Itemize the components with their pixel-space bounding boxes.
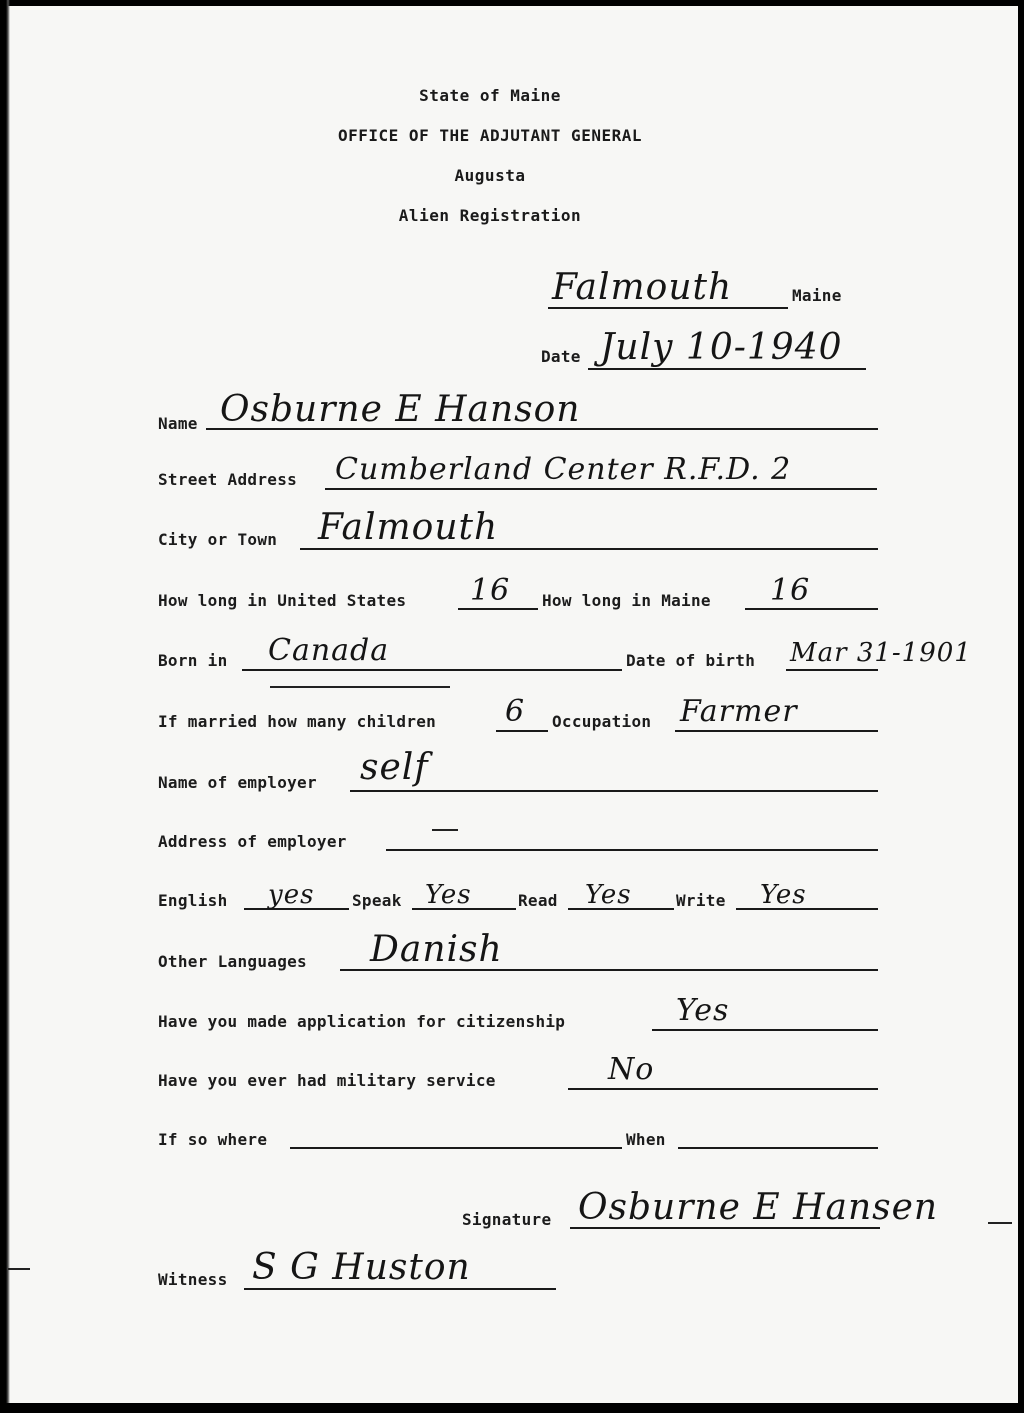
citizenship-value: Yes bbox=[676, 993, 730, 1028]
header-state: State of Maine bbox=[419, 86, 561, 105]
header-office: OFFICE OF THE ADJUTANT GENERAL bbox=[338, 126, 642, 145]
other-languages-value: Danish bbox=[370, 929, 503, 970]
witness-line bbox=[244, 1288, 556, 1290]
write-line bbox=[736, 908, 878, 910]
other-languages-label: Other Languages bbox=[158, 952, 307, 971]
street-address-line bbox=[325, 488, 877, 490]
name-value: Osburne E Hanson bbox=[220, 389, 581, 430]
how-long-us-value: 16 bbox=[470, 573, 511, 608]
citizenship-label: Have you made application for citizenship bbox=[158, 1012, 566, 1031]
date-of-birth-line bbox=[786, 669, 878, 671]
employer-name-value: self bbox=[360, 747, 429, 788]
scan-mark-right bbox=[988, 1222, 1012, 1224]
state-label: Maine bbox=[792, 286, 842, 305]
born-in-line bbox=[242, 669, 622, 671]
employer-name-line bbox=[350, 790, 878, 792]
employer-address-line bbox=[386, 849, 878, 851]
occupation-line bbox=[675, 730, 878, 732]
date-of-birth-value: Mar 31-1901 bbox=[790, 638, 972, 668]
military-service-value: No bbox=[608, 1052, 655, 1087]
children-label: If married how many children bbox=[158, 712, 437, 731]
date-of-birth-label: Date of birth bbox=[626, 651, 756, 670]
read-label: Read bbox=[518, 891, 558, 910]
city-or-town-value: Falmouth bbox=[318, 507, 499, 548]
witness-label: Witness bbox=[158, 1270, 228, 1289]
signature-value: Osburne E Hansen bbox=[578, 1187, 939, 1228]
street-address-label: Street Address bbox=[158, 470, 298, 489]
write-label: Write bbox=[676, 891, 726, 910]
how-long-us-label: How long in United States bbox=[158, 591, 407, 610]
children-line bbox=[496, 730, 548, 732]
military-service-label: Have you ever had military service bbox=[158, 1071, 496, 1090]
scan-edge-bottom bbox=[0, 1403, 1024, 1413]
scan-edge-top bbox=[0, 0, 1024, 6]
signature-label: Signature bbox=[462, 1210, 552, 1229]
scan-edge-right bbox=[1018, 0, 1024, 1413]
how-long-maine-value: 16 bbox=[770, 573, 811, 608]
employer-address-label: Address of employer bbox=[158, 832, 347, 851]
city-or-town-line bbox=[300, 548, 878, 550]
date-line bbox=[588, 368, 866, 370]
header-title: Alien Registration bbox=[398, 206, 582, 225]
born-in-label: Born in bbox=[158, 651, 228, 670]
street-address-value: Cumberland Center R.F.D. 2 bbox=[335, 452, 792, 487]
witness-value: S G Huston bbox=[252, 1247, 471, 1288]
occupation-value: Farmer bbox=[680, 694, 798, 729]
born-in-value: Canada bbox=[268, 633, 390, 668]
how-long-maine-label: How long in Maine bbox=[542, 591, 711, 610]
when-line bbox=[678, 1147, 878, 1149]
english-value: yes bbox=[268, 880, 315, 910]
how-long-maine-line bbox=[745, 608, 878, 610]
employer-name-label: Name of employer bbox=[158, 773, 317, 792]
how-long-us-line bbox=[458, 608, 538, 610]
town-value: Falmouth bbox=[552, 267, 733, 308]
read-value: Yes bbox=[585, 880, 632, 910]
speak-value: Yes bbox=[425, 880, 472, 910]
name-label: Name bbox=[158, 414, 198, 433]
born-in-underline-mark bbox=[270, 686, 450, 688]
write-value: Yes bbox=[760, 880, 807, 910]
if-so-where-label: If so where bbox=[158, 1130, 268, 1149]
date-label: Date bbox=[541, 347, 581, 366]
when-label: When bbox=[626, 1130, 666, 1149]
if-so-where-line bbox=[290, 1147, 622, 1149]
occupation-label: Occupation bbox=[552, 712, 652, 731]
scan-mark-left bbox=[8, 1268, 30, 1270]
stray-pen-mark bbox=[432, 829, 458, 831]
date-value: July 10-1940 bbox=[600, 327, 843, 368]
english-label: English bbox=[158, 891, 228, 910]
citizenship-line bbox=[652, 1029, 878, 1031]
header-city: Augusta bbox=[454, 166, 526, 185]
city-or-town-label: City or Town bbox=[158, 530, 278, 549]
speak-label: Speak bbox=[352, 891, 402, 910]
children-value: 6 bbox=[505, 694, 526, 729]
military-service-line bbox=[568, 1088, 878, 1090]
